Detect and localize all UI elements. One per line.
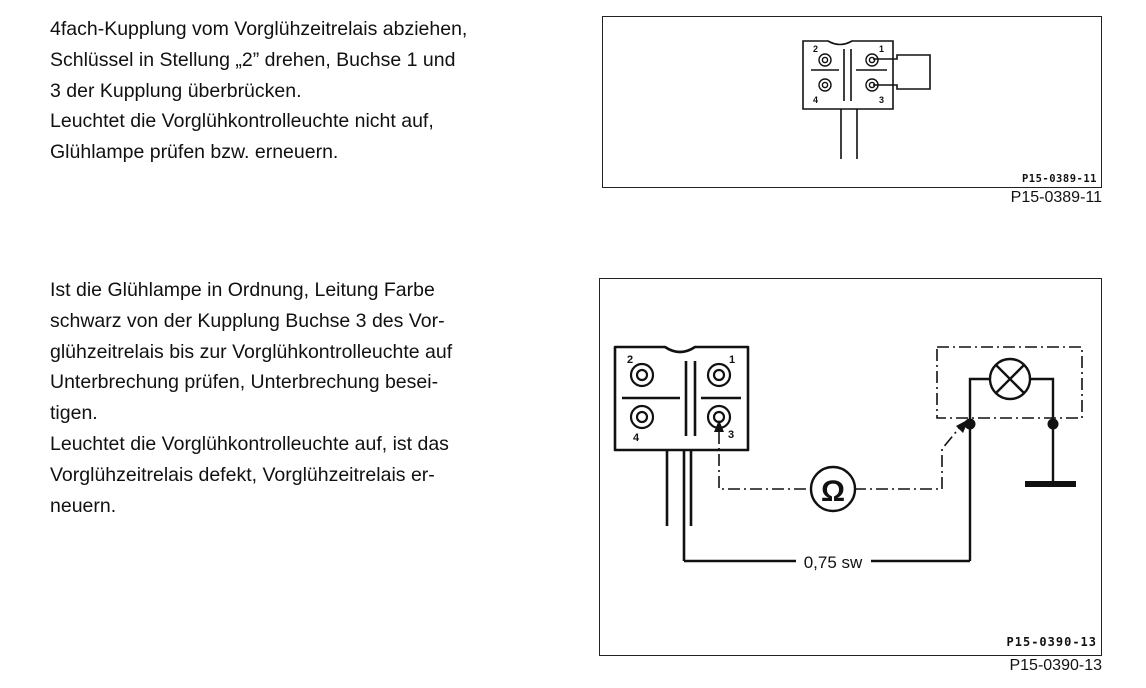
text-line: schwarz von der Kupplung Buchse 3 des Vor- [50, 309, 445, 332]
text-line: Leuchtet die Vorglühkontrolleuchte nicht auf, [50, 110, 434, 133]
figure-caption: P15-0390-13 [1009, 657, 1102, 674]
text-line: Ist die Glühlampe in Ordnung, Leitung Farbe [50, 279, 435, 301]
socket-label-1: 1 [879, 44, 885, 54]
instruction-paragraph-2 [50, 275, 452, 521]
socket-label-4: 4 [813, 95, 819, 105]
figure-connector-bridge [602, 16, 1102, 188]
text-line: Unterbrechung prüfen, Unterbrechung besei- [50, 371, 439, 394]
text-line: neuern. [50, 494, 117, 517]
socket-label-3: 3 [728, 429, 735, 441]
text-line: Leuchtet die Vorglühkontrolleuchte auf, ist das [50, 432, 449, 455]
continuity-test-diagram [600, 279, 1103, 657]
connector-bridge-diagram [603, 17, 1103, 189]
socket-label-1: 1 [729, 354, 736, 366]
text-line: 3 der Kupplung überbrücken. [50, 79, 302, 102]
figure-code-label: P15-0390-13 [1006, 635, 1097, 649]
text-line: Glühlampe prüfen bzw. erneuern. [50, 141, 339, 164]
text-line: tigen. [50, 402, 98, 425]
instruction-paragraph-1 [50, 14, 467, 168]
ohmmeter-symbol: Ω [820, 475, 846, 508]
text-line: 4fach-Kupplung vom Vorglühzeitrelais abziehen, [50, 18, 468, 40]
text-line: glühzeitrelais bis zur Vorglühkontrolleuchte auf [50, 340, 453, 363]
socket-label-3: 3 [879, 95, 885, 105]
wire-color-label: 0,75 sw [803, 553, 863, 572]
socket-label-2: 2 [627, 354, 634, 366]
socket-label-4: 4 [633, 432, 640, 444]
figure-code-label: P15-0389-11 [1021, 173, 1097, 185]
text-line: Schlüssel in Stellung „2” drehen, Buchse 1 und [50, 48, 456, 71]
socket-label-2: 2 [813, 44, 819, 54]
text-line: Vorglühzeitrelais defekt, Vorglühzeitrelais er- [50, 463, 435, 486]
figure-caption: P15-0389-11 [1010, 189, 1102, 206]
figure-continuity-test [599, 278, 1102, 656]
